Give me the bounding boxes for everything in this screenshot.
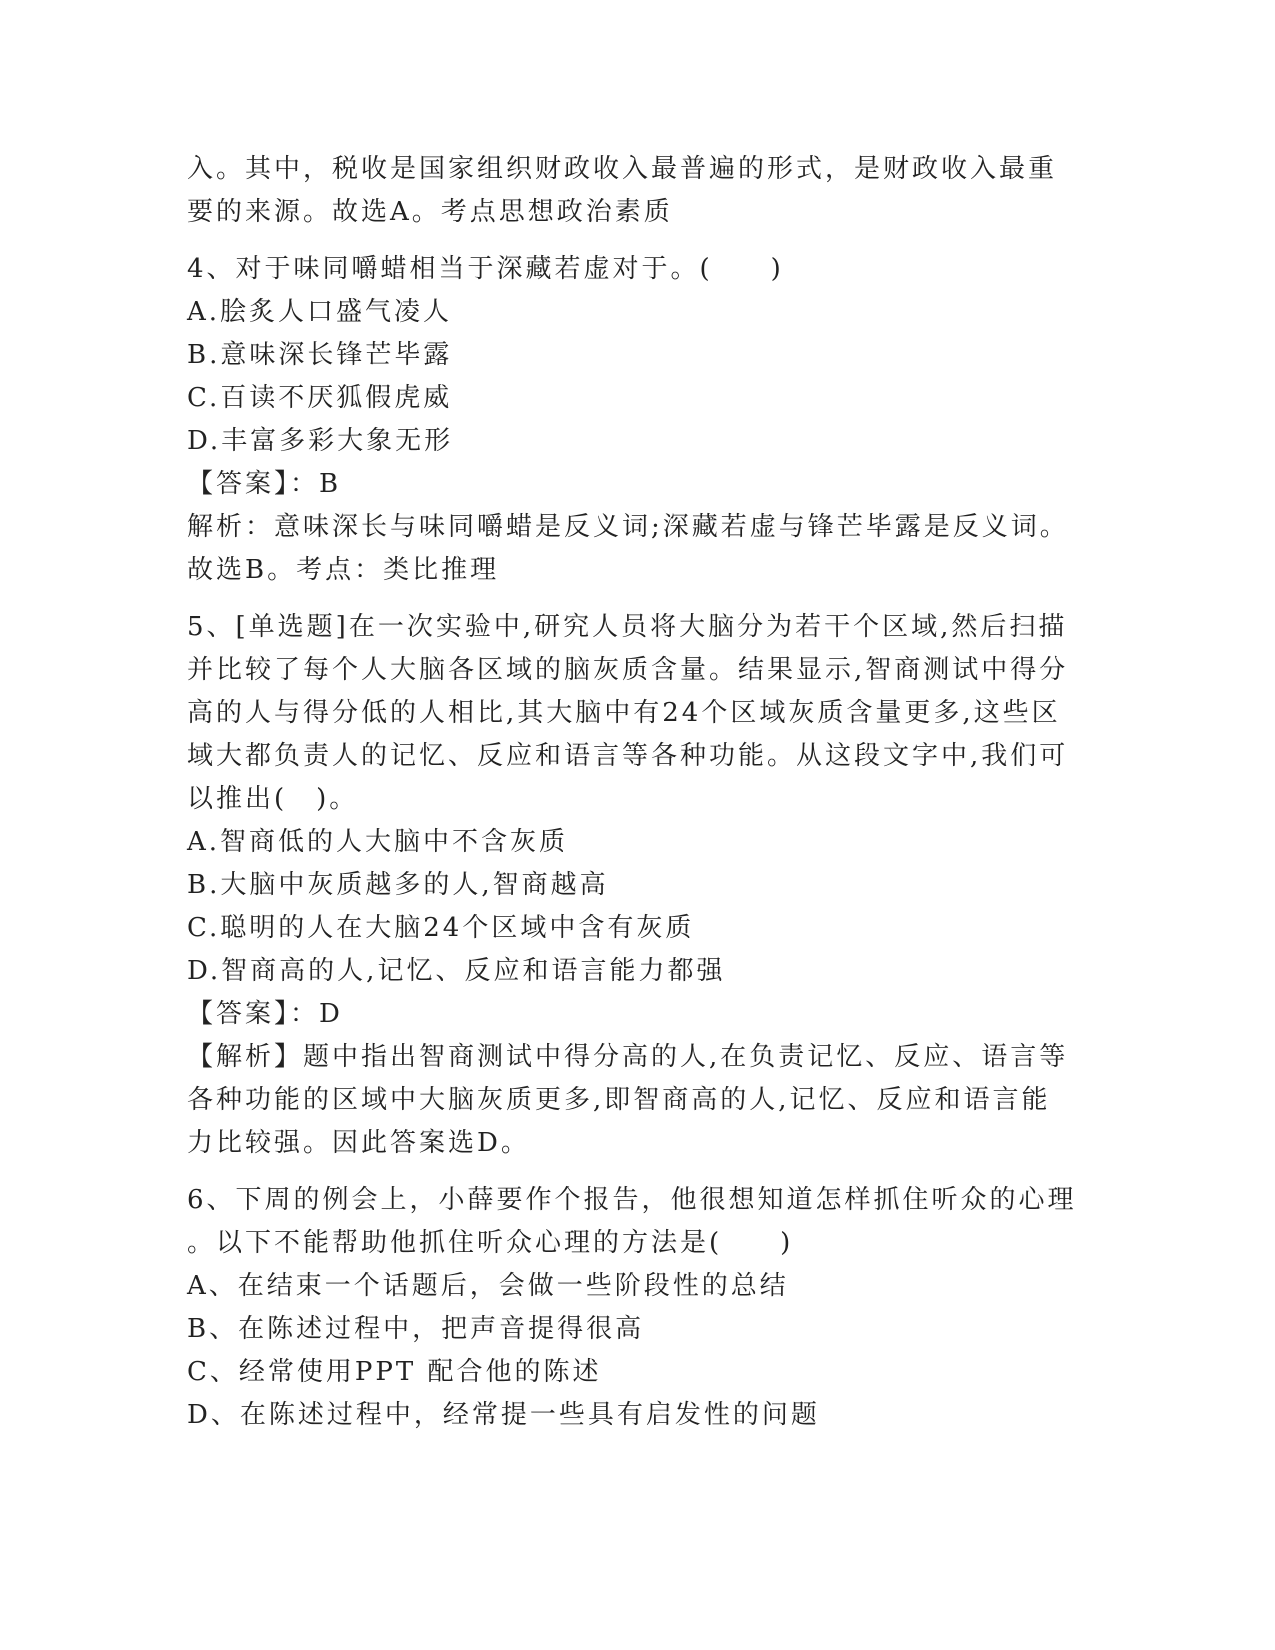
explanation: 故选B。考点：类比推理: [187, 555, 500, 585]
text-line: 要的来源。故选A。考点思想政治素质: [187, 197, 673, 227]
option-c: C.聪明的人在大脑24个区域中含有灰质: [187, 913, 695, 943]
option-a: A.脍炙人口盛气凌人: [187, 297, 453, 327]
question-stem: 域大都负责人的记忆、反应和语言等各种功能。从这段文字中,我们可: [187, 741, 1069, 771]
text-line: 入。其中，税收是国家组织财政收入最普遍的形式，是财政收入最重: [187, 154, 1058, 184]
document-page: [187, 148, 1087, 1451]
option-d: D.丰富多彩大象无形: [187, 426, 454, 456]
question-stem: 6、下周的例会上，小薛要作个报告，他很想知道怎样抓住听众的心理: [187, 1185, 1077, 1215]
question-stem: 4、对于味同嚼蜡相当于深藏若虚对于。( ): [187, 254, 784, 284]
option-c: C、经常使用PPT 配合他的陈述: [187, 1357, 602, 1387]
question-6: [187, 1179, 1087, 1437]
answer: 【答案】：B: [187, 469, 342, 499]
question-stem: 以推出( )。: [187, 784, 359, 814]
question-stem: 。以下不能帮助他抓住听众心理的方法是( ): [187, 1228, 794, 1258]
explanation: 【解析】题中指出智商测试中得分高的人,在负责记忆、反应、语言等: [187, 1042, 1069, 1072]
option-a: A.智商低的人大脑中不含灰质: [187, 827, 569, 857]
question-stem: 并比较了每个人大脑各区域的脑灰质含量。结果显示,智商测试中得分: [187, 655, 1069, 685]
option-c: C.百读不厌狐假虎威: [187, 383, 453, 413]
question-stem: 5、[单选题]在一次实验中,研究人员将大脑分为若干个区域,然后扫描: [187, 612, 1068, 642]
option-b: B、在陈述过程中，把声音提得很高: [187, 1314, 645, 1344]
answer: 【答案】：D: [187, 999, 343, 1029]
explanation: 解析：意味深长与味同嚼蜡是反义词;深藏若虚与锋芒毕露是反义词。: [187, 512, 1069, 542]
option-d: D.智商高的人,记忆、反应和语言能力都强: [187, 956, 726, 986]
option-b: B.大脑中灰质越多的人,智商越高: [187, 870, 609, 900]
option-a: A、在结束一个话题后，会做一些阶段性的总结: [187, 1271, 789, 1301]
option-b: B.意味深长锋芒毕露: [187, 340, 453, 370]
explanation: 力比较强。因此答案选D。: [187, 1128, 530, 1158]
question-3-tail: [187, 148, 1087, 234]
option-d: D、在陈述过程中，经常提一些具有启发性的问题: [187, 1400, 820, 1430]
question-stem: 高的人与得分低的人相比,其大脑中有24个区域灰质含量更多,这些区: [187, 698, 1061, 728]
question-4: [187, 248, 1087, 592]
explanation: 各种功能的区域中大脑灰质更多,即智商高的人,记忆、反应和语言能: [187, 1085, 1051, 1115]
question-5: [187, 606, 1087, 1165]
